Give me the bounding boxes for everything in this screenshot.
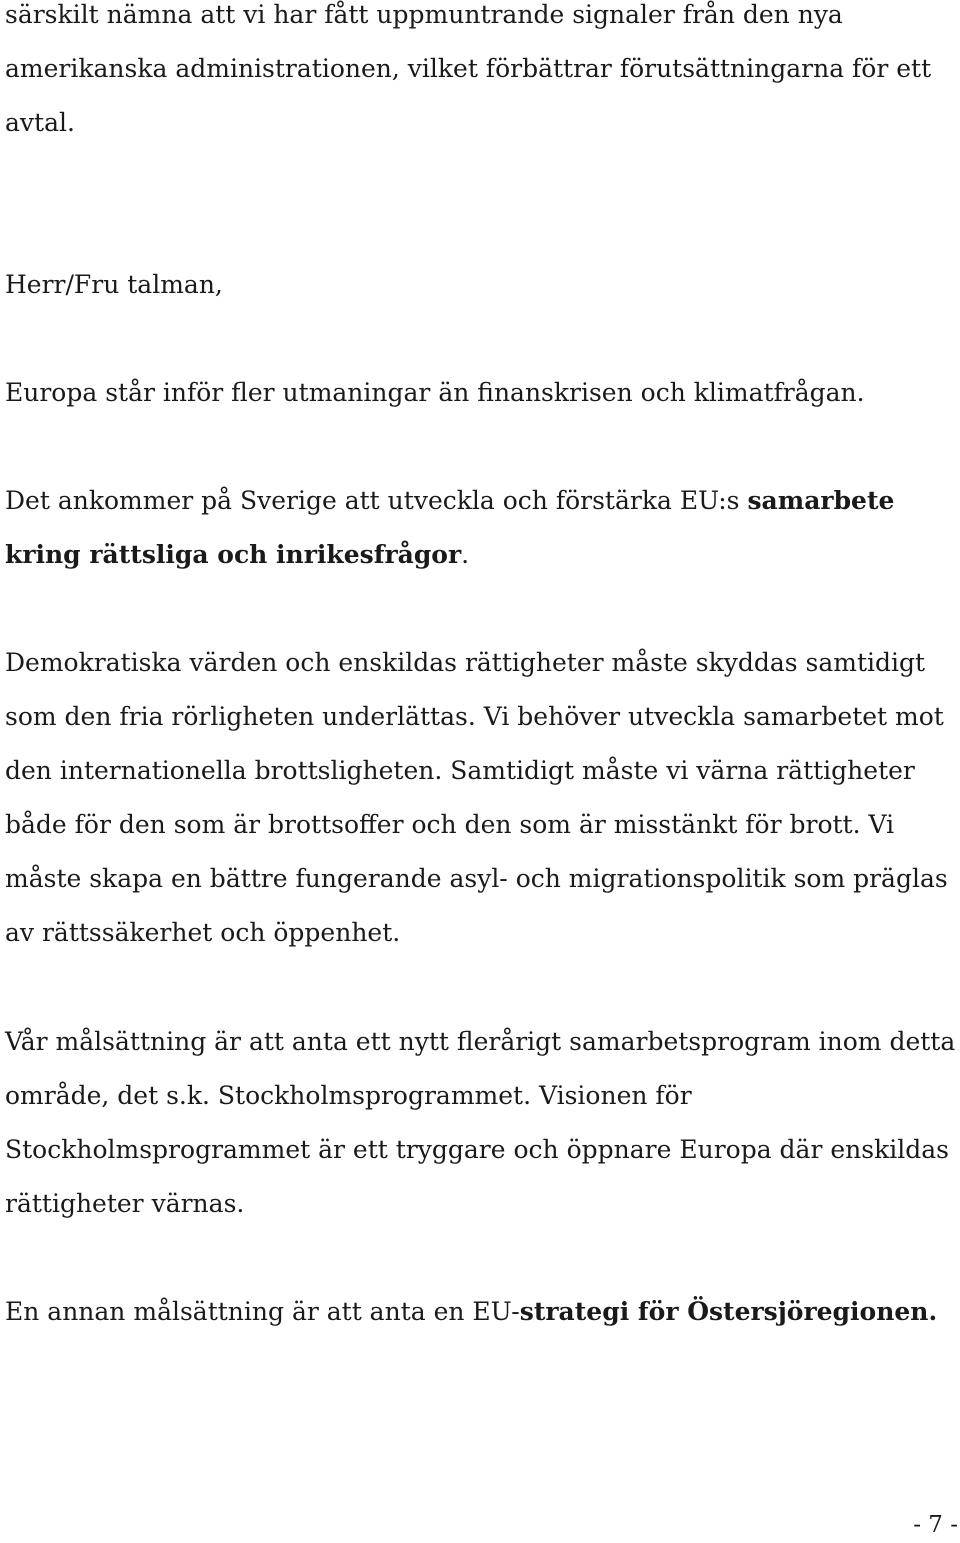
paragraph-6 [5,1015,955,1231]
text-segment: Europa står inför fler utmaningar än finanskrisen och klimatfrågan. [5,378,865,407]
paragraph-line [5,798,955,852]
paragraph-line [5,1015,955,1069]
text-segment: Demokratiska värden och enskildas rättigheter måste skyddas samtidigt [5,648,926,677]
text-segment: Stockholmsprogrammet är ett tryggare och öppnare Europa där enskildas [5,1135,949,1164]
text-segment: rättigheter värnas. [5,1189,245,1218]
paragraph-1 [5,0,955,150]
paragraph-line [5,258,955,312]
text-segment: den internationella brottsligheten. Samtidigt måste vi värna rättigheter [5,756,915,785]
paragraph-3 [5,366,955,420]
paragraph-5 [5,636,955,960]
text-segment: Det ankommer på Sverige att utveckla och förstärka EU:s [5,486,748,515]
text-segment: Vår målsättning är att anta ett nytt flerårigt samarbetsprogram inom detta [5,1027,956,1056]
paragraph-line [5,42,955,96]
paragraph-2 [5,258,955,312]
paragraph-line [5,0,955,42]
text-segment: Herr/Fru talman, [5,270,223,299]
paragraph-7 [5,1285,955,1339]
paragraph-line [5,906,955,960]
text-segment: . [461,540,470,569]
paragraph-line [5,1285,955,1339]
paragraph-line [5,690,955,744]
page-number: - 7 - [913,1512,958,1538]
paragraph-line [5,96,955,150]
text-segment: En annan målsättning är att anta en EU- [5,1297,520,1326]
text-segment: av rättssäkerhet och öppenhet. [5,918,401,947]
paragraph-4 [5,474,955,582]
paragraph-line [5,474,955,528]
text-segment: både för den som är brottsoffer och den som är misstänkt för brott. Vi [5,810,895,839]
bold-text-segment: kring rättsliga och inrikesfrågor [5,540,462,569]
text-segment: särskilt nämna att vi har fått uppmuntrande signaler från den nya [5,0,843,29]
paragraph-line [5,744,955,798]
text-segment: som den fria rörligheten underlättas. Vi behöver utveckla samarbetet mot [5,702,944,731]
paragraph-line [5,1177,955,1231]
paragraph-line [5,852,955,906]
bold-text-segment: samarbete [747,486,895,515]
text-segment: måste skapa en bättre fungerande asyl- och migrationspolitik som präglas [5,864,948,893]
text-segment: avtal. [5,108,75,137]
paragraph-line [5,366,955,420]
paragraph-line [5,636,955,690]
paragraph-line [5,528,955,582]
bold-text-segment: strategi för Östersjöregionen. [519,1297,938,1326]
paragraph-line [5,1069,955,1123]
paragraph-line [5,1123,955,1177]
text-segment: område, det s.k. Stockholmsprogrammet. Visionen för [5,1081,692,1110]
text-segment: amerikanska administrationen, vilket förbättrar förutsättningarna för ett [5,54,932,83]
